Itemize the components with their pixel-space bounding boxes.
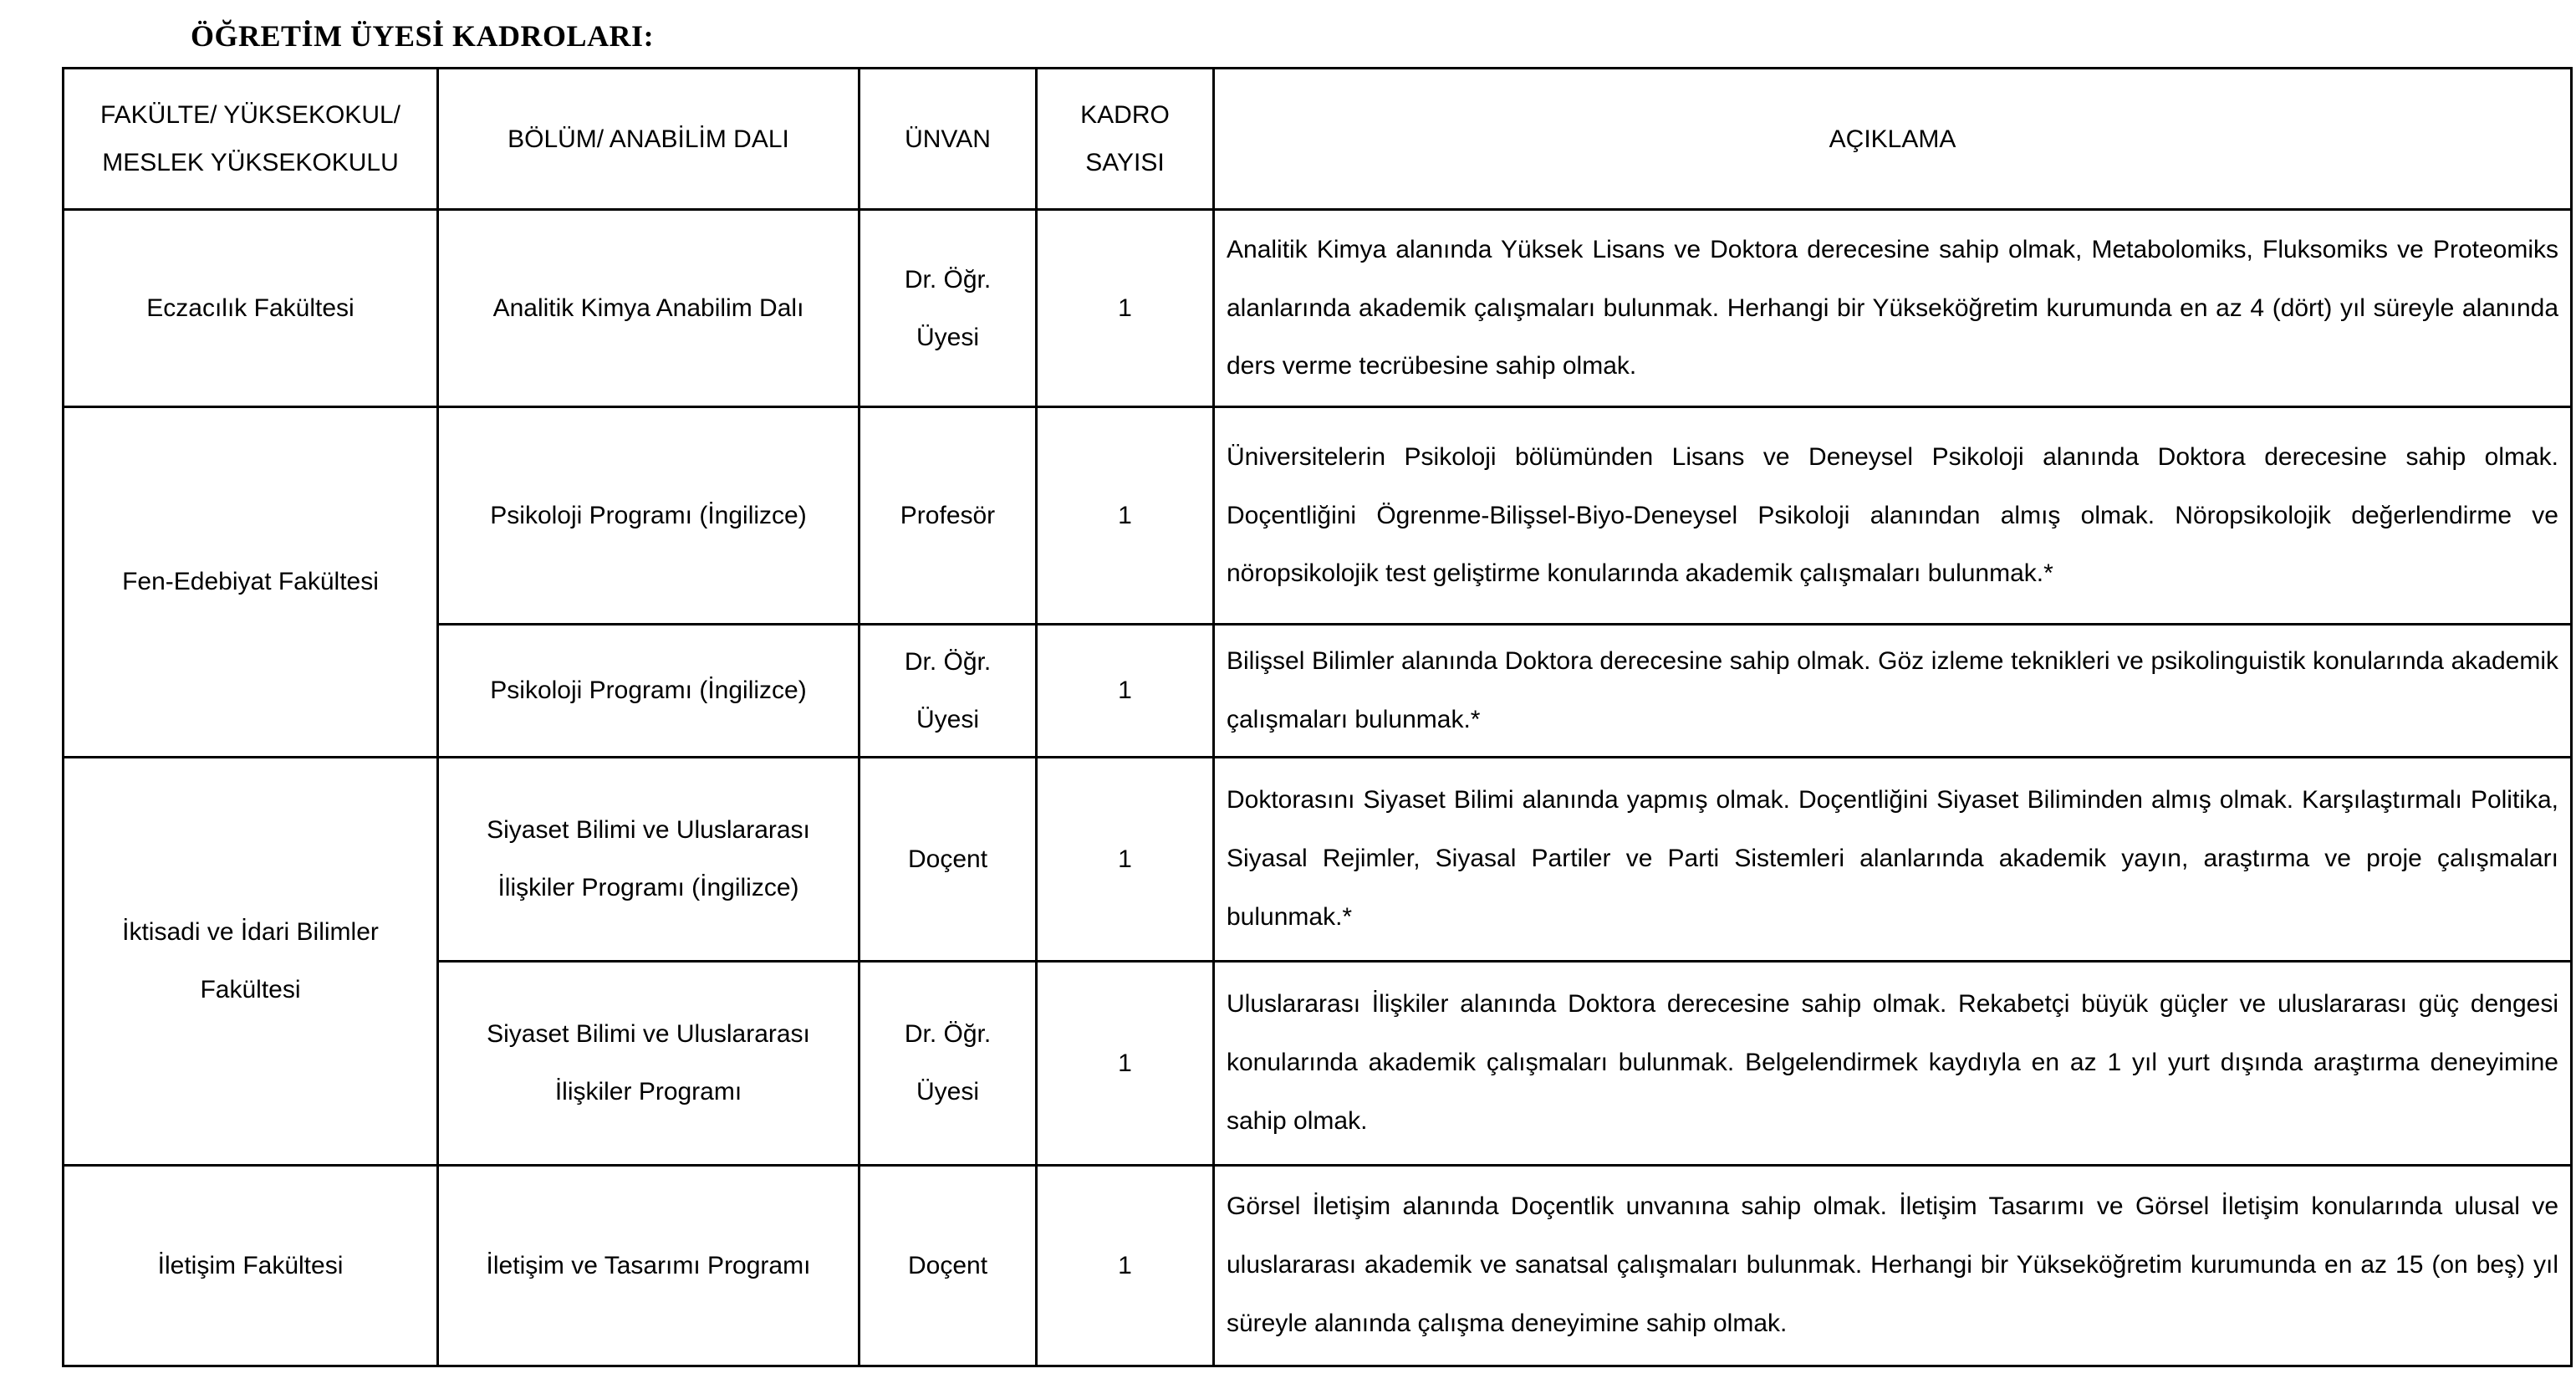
cell-description: Üniversitelerin Psikoloji bölümünden Lisans ve Deneysel Psikoloji alanında Doktora derecesine sahip olmak. Doçentliğini Ögrenme-Bilişsel-Biyo-Deneysel Psikoloji alanından almış olmak. Nöropsikolojik değerlendirme ve nöropsikolojik test geliştirme konularında akademik çalışmaları bulunmak.* xyxy=(1214,407,2572,625)
cell-description: Uluslararası İlişkiler alanında Doktora derecesine sahip olmak. Rekabetçi büyük güçler ve uluslararası güç dengesi konularında akademik çalışmaları bulunmak. Belgelendirmek kaydıyla en az 1 yıl yurt dışında araştırma deneyimine sahip olmak. xyxy=(1214,961,2572,1165)
cell-faculty: Fen-Edebiyat Fakültesi xyxy=(64,407,438,758)
cell-count: 1 xyxy=(1037,625,1214,758)
cell-rank: Dr. Öğr. Üyesi xyxy=(860,625,1037,758)
positions-table xyxy=(62,67,2573,1367)
cell-description: Doktorasını Siyaset Bilimi alanında yapmış olmak. Doçentliğini Siyaset Biliminden almış olmak. Karşılaştırmalı Politika, Siyasal Rejimler, Siyasal Partiler ve Parti Sistemleri alanlarında akademik yayın, araştırma ve proje çalışmaları bulunmak.* xyxy=(1214,757,2572,961)
table-row xyxy=(64,757,2572,961)
table-body xyxy=(64,210,2572,1366)
cell-description: Bilişsel Bilimler alanında Doktora derecesine sahip olmak. Göz izleme teknikleri ve psikolinguistik konularında akademik çalışmaları bulunmak.* xyxy=(1214,625,2572,758)
cell-department: Analitik Kimya Anabilim Dalı xyxy=(438,210,860,407)
cell-department: Siyaset Bilimi ve Uluslararası İlişkiler Programı xyxy=(438,961,860,1165)
table-row xyxy=(64,407,2572,625)
table-row xyxy=(64,210,2572,407)
header-row xyxy=(64,69,2572,210)
cell-description: Görsel İletişim alanında Doçentlik unvanına sahip olmak. İletişim Tasarımı ve Görsel İletişim konularında ulusal ve uluslararası akademik ve sanatsal çalışmaları bulunmak. Herhangi bir Yükseköğretim kurumunda en az 15 (on beş) yıl süreyle alanında çalışma deneyimine sahip olmak. xyxy=(1214,1165,2572,1366)
table-header xyxy=(64,69,2572,210)
cell-count: 1 xyxy=(1037,1165,1214,1366)
cell-department: Psikoloji Programı (İngilizce) xyxy=(438,625,860,758)
cell-faculty: İktisadi ve İdari Bilimler Fakültesi xyxy=(64,757,438,1165)
cell-department: Siyaset Bilimi ve Uluslararası İlişkiler Programı (İngilizce) xyxy=(438,757,860,961)
header-rank: ÜNVAN xyxy=(860,69,1037,210)
header-department: BÖLÜM/ ANABİLİM DALI xyxy=(438,69,860,210)
cell-rank: Doçent xyxy=(860,757,1037,961)
page-title: ÖĞRETİM ÜYESİ KADROLARI: xyxy=(191,19,655,53)
table-row xyxy=(64,1165,2572,1366)
cell-rank: Dr. Öğr. Üyesi xyxy=(860,961,1037,1165)
header-description: AÇIKLAMA xyxy=(1214,69,2572,210)
table-row xyxy=(64,961,2572,1165)
page xyxy=(0,18,2576,1394)
header-faculty: FAKÜLTE/ YÜKSEKOKUL/ MESLEK YÜKSEKOKULU xyxy=(64,69,438,210)
cell-faculty: İletişim Fakültesi xyxy=(64,1165,438,1366)
cell-count: 1 xyxy=(1037,757,1214,961)
cell-description: Analitik Kimya alanında Yüksek Lisans ve Doktora derecesine sahip olmak, Metabolomiks, Fluksomiks ve Proteomiks alanlarında akademik çalışmaları bulunmak. Herhangi bir Yükseköğretim kurumunda en az 4 (dört) yıl süreyle alanında ders verme tecrübesine sahip olmak. xyxy=(1214,210,2572,407)
cell-count: 1 xyxy=(1037,961,1214,1165)
header-count: KADRO SAYISI xyxy=(1037,69,1214,210)
cell-faculty: Eczacılık Fakültesi xyxy=(64,210,438,407)
cell-rank: Doçent xyxy=(860,1165,1037,1366)
cell-department: Psikoloji Programı (İngilizce) xyxy=(438,407,860,625)
cell-department: İletişim ve Tasarımı Programı xyxy=(438,1165,860,1366)
table-row xyxy=(64,625,2572,758)
cell-rank: Profesör xyxy=(860,407,1037,625)
cell-rank: Dr. Öğr. Üyesi xyxy=(860,210,1037,407)
cell-count: 1 xyxy=(1037,407,1214,625)
cell-count: 1 xyxy=(1037,210,1214,407)
